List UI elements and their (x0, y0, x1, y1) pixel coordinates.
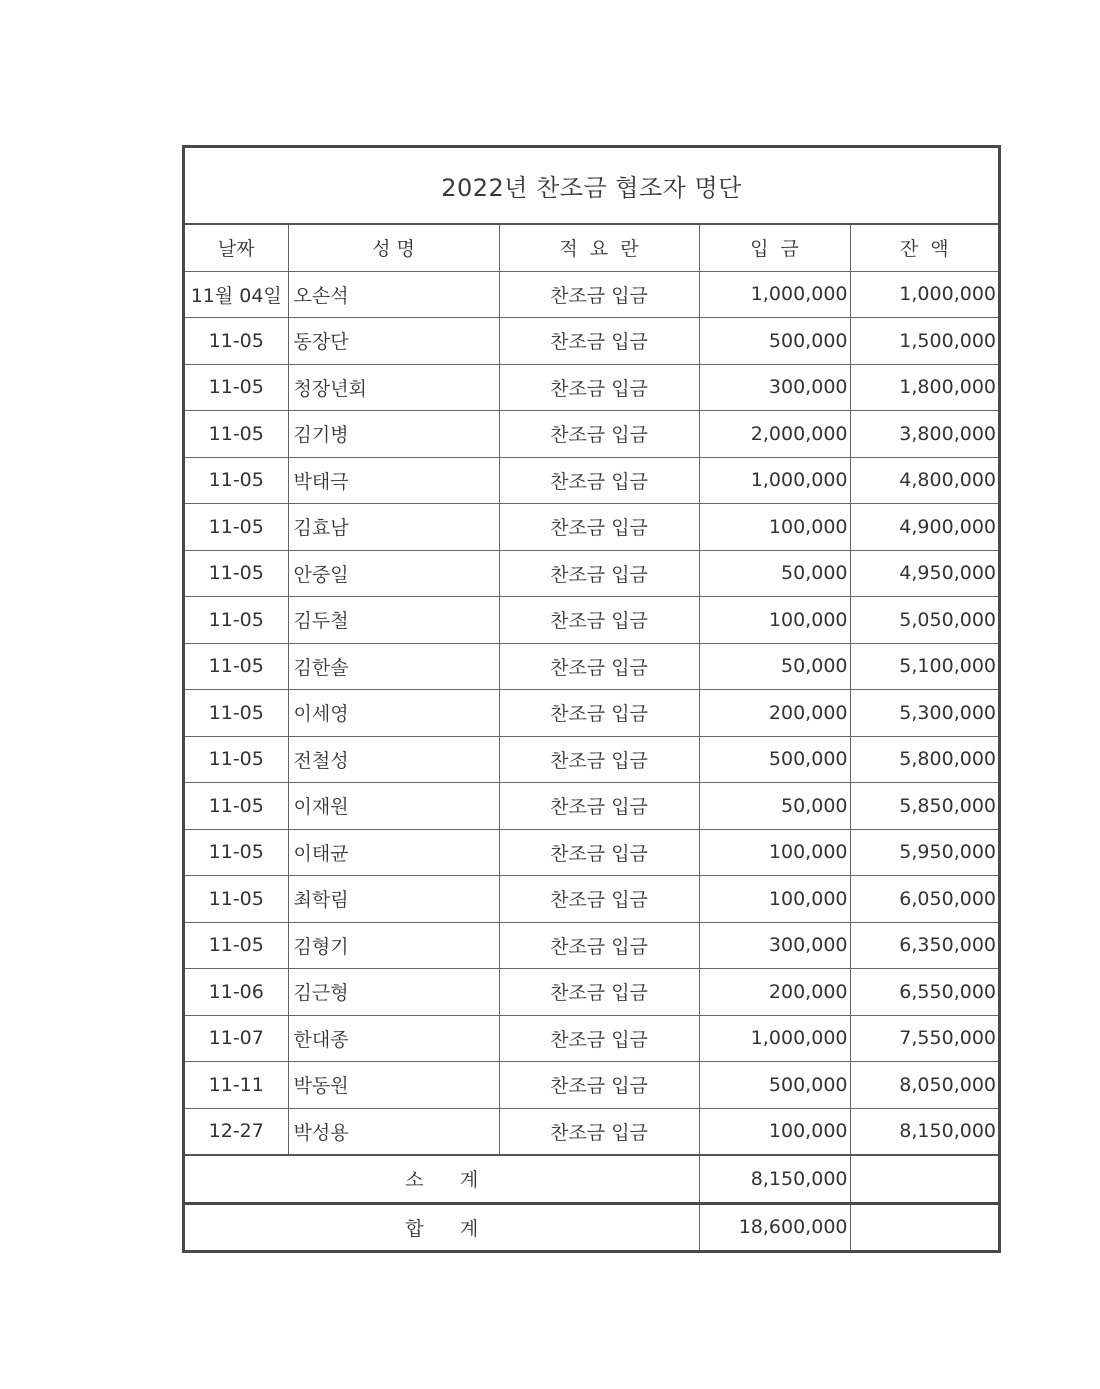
balance-cell: 8,050,000 (850, 1062, 998, 1109)
table-row (185, 318, 998, 365)
name-cell: 박태극 (288, 457, 499, 504)
table-row (185, 969, 998, 1016)
document-title: 2022년 찬조금 협조자 명단 (185, 148, 998, 225)
income-cell: 300,000 (699, 922, 850, 969)
balance-cell: 5,950,000 (850, 829, 998, 876)
income-cell: 500,000 (699, 736, 850, 783)
name-cell: 오손석 (288, 271, 499, 318)
memo-cell: 찬조금 입금 (499, 364, 699, 411)
memo-cell: 찬조금 입금 (499, 969, 699, 1016)
memo-cell: 찬조금 입금 (499, 736, 699, 783)
name-cell: 김기병 (288, 411, 499, 458)
date-cell: 11월 04일 (185, 271, 288, 318)
memo-cell: 찬조금 입금 (499, 1015, 699, 1062)
name-cell: 안중일 (288, 550, 499, 597)
date-cell: 11-11 (185, 1062, 288, 1109)
memo-cell: 찬조금 입금 (499, 271, 699, 318)
name-cell: 김근형 (288, 969, 499, 1016)
balance-cell: 1,800,000 (850, 364, 998, 411)
balance-cell: 6,350,000 (850, 922, 998, 969)
table-row (185, 1062, 998, 1109)
income-cell: 100,000 (699, 876, 850, 923)
date-cell: 11-05 (185, 876, 288, 923)
income-cell: 50,000 (699, 550, 850, 597)
balance-cell: 4,950,000 (850, 550, 998, 597)
balance-cell: 3,800,000 (850, 411, 998, 458)
header-memo: 적 요 란 (499, 225, 699, 271)
income-cell: 100,000 (699, 597, 850, 644)
ledger-table (185, 225, 998, 1250)
balance-cell: 1,000,000 (850, 271, 998, 318)
income-cell: 50,000 (699, 783, 850, 830)
memo-cell: 찬조금 입금 (499, 922, 699, 969)
income-cell: 50,000 (699, 643, 850, 690)
date-cell: 11-05 (185, 922, 288, 969)
total-income: 18,600,000 (699, 1203, 850, 1250)
balance-cell: 1,500,000 (850, 318, 998, 365)
date-cell: 11-05 (185, 504, 288, 551)
table-row (185, 876, 998, 923)
date-cell: 11-05 (185, 364, 288, 411)
date-cell: 11-05 (185, 783, 288, 830)
balance-cell: 5,100,000 (850, 643, 998, 690)
date-cell: 11-05 (185, 643, 288, 690)
income-cell: 200,000 (699, 969, 850, 1016)
income-cell: 100,000 (699, 1108, 850, 1155)
memo-cell: 찬조금 입금 (499, 876, 699, 923)
date-cell: 11-05 (185, 318, 288, 365)
balance-cell: 7,550,000 (850, 1015, 998, 1062)
table-row (185, 597, 998, 644)
name-cell: 이세영 (288, 690, 499, 737)
income-cell: 100,000 (699, 829, 850, 876)
ledger-rows (185, 271, 998, 1155)
income-cell: 1,000,000 (699, 271, 850, 318)
date-cell: 11-05 (185, 597, 288, 644)
balance-cell: 5,050,000 (850, 597, 998, 644)
balance-cell: 5,800,000 (850, 736, 998, 783)
date-cell: 12-27 (185, 1108, 288, 1155)
name-cell: 김효남 (288, 504, 499, 551)
subtotal-row (185, 1155, 998, 1203)
memo-cell: 찬조금 입금 (499, 457, 699, 504)
header-name: 성 명 (288, 225, 499, 271)
date-cell: 11-05 (185, 457, 288, 504)
subtotal-label: 소 계 (185, 1155, 699, 1203)
table-row (185, 783, 998, 830)
subtotal-balance (850, 1155, 998, 1203)
total-balance (850, 1203, 998, 1250)
memo-cell: 찬조금 입금 (499, 550, 699, 597)
memo-cell: 찬조금 입금 (499, 1108, 699, 1155)
table-row (185, 550, 998, 597)
memo-cell: 찬조금 입금 (499, 783, 699, 830)
date-cell: 11-06 (185, 969, 288, 1016)
table-row (185, 504, 998, 551)
memo-cell: 찬조금 입금 (499, 1062, 699, 1109)
name-cell: 최학림 (288, 876, 499, 923)
name-cell: 김한솔 (288, 643, 499, 690)
date-cell: 11-05 (185, 550, 288, 597)
income-cell: 200,000 (699, 690, 850, 737)
balance-cell: 6,550,000 (850, 969, 998, 1016)
header-row (185, 225, 998, 271)
name-cell: 박성용 (288, 1108, 499, 1155)
memo-cell: 찬조금 입금 (499, 411, 699, 458)
table-row (185, 643, 998, 690)
balance-cell: 4,800,000 (850, 457, 998, 504)
date-cell: 11-07 (185, 1015, 288, 1062)
subtotal-income: 8,150,000 (699, 1155, 850, 1203)
date-cell: 11-05 (185, 411, 288, 458)
memo-cell: 찬조금 입금 (499, 690, 699, 737)
memo-cell: 찬조금 입금 (499, 504, 699, 551)
name-cell: 전철성 (288, 736, 499, 783)
name-cell: 이재원 (288, 783, 499, 830)
table-row (185, 922, 998, 969)
header-date: 날짜 (185, 225, 288, 271)
memo-cell: 찬조금 입금 (499, 643, 699, 690)
table-row (185, 829, 998, 876)
name-cell: 박동원 (288, 1062, 499, 1109)
balance-cell: 6,050,000 (850, 876, 998, 923)
name-cell: 김형기 (288, 922, 499, 969)
date-cell: 11-05 (185, 829, 288, 876)
date-cell: 11-05 (185, 736, 288, 783)
name-cell: 한대종 (288, 1015, 499, 1062)
table-row (185, 411, 998, 458)
income-cell: 2,000,000 (699, 411, 850, 458)
table-row (185, 364, 998, 411)
balance-cell: 8,150,000 (850, 1108, 998, 1155)
total-label: 합 계 (185, 1203, 699, 1250)
income-cell: 1,000,000 (699, 1015, 850, 1062)
memo-cell: 찬조금 입금 (499, 597, 699, 644)
name-cell: 동장단 (288, 318, 499, 365)
income-cell: 500,000 (699, 1062, 850, 1109)
header-income: 입 금 (699, 225, 850, 271)
table-row (185, 457, 998, 504)
income-cell: 1,000,000 (699, 457, 850, 504)
name-cell: 이태균 (288, 829, 499, 876)
table-row (185, 271, 998, 318)
date-cell: 11-05 (185, 690, 288, 737)
income-cell: 500,000 (699, 318, 850, 365)
income-cell: 100,000 (699, 504, 850, 551)
table-row (185, 1015, 998, 1062)
donor-list-table (182, 145, 1001, 1253)
name-cell: 김두철 (288, 597, 499, 644)
memo-cell: 찬조금 입금 (499, 318, 699, 365)
memo-cell: 찬조금 입금 (499, 829, 699, 876)
table-row (185, 690, 998, 737)
total-row (185, 1203, 998, 1250)
header-balance: 잔 액 (850, 225, 998, 271)
balance-cell: 5,300,000 (850, 690, 998, 737)
table-row (185, 736, 998, 783)
balance-cell: 4,900,000 (850, 504, 998, 551)
name-cell: 청장년회 (288, 364, 499, 411)
balance-cell: 5,850,000 (850, 783, 998, 830)
income-cell: 300,000 (699, 364, 850, 411)
table-row (185, 1108, 998, 1155)
